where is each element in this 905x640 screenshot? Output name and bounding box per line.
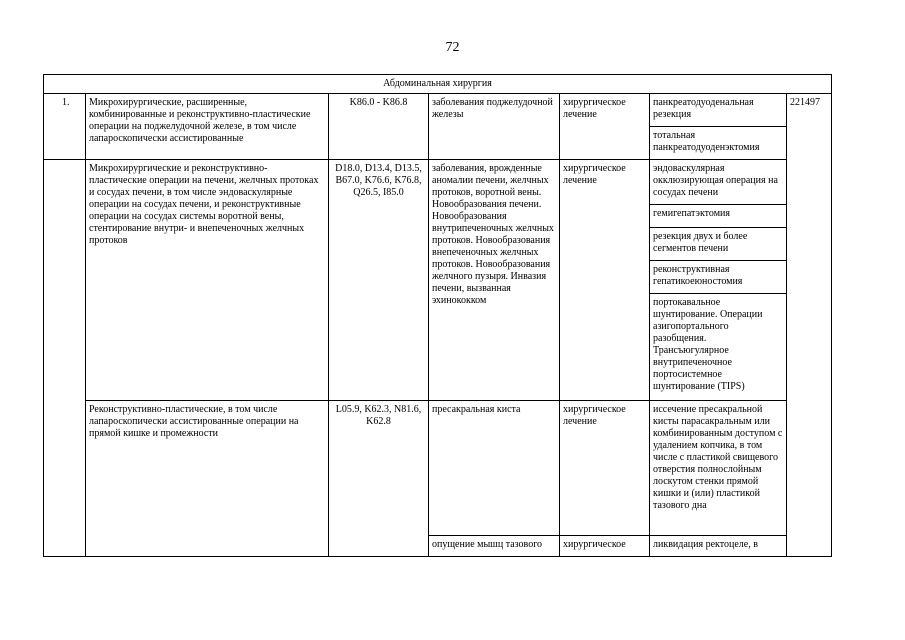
treatment-method: эндоваскулярная окклюзирующая операция на сосудах печени [650, 160, 787, 205]
treatment-method: иссечение пресакральной кисты парасакральным или комбинированным доступом с удалением копчика, в том числе с пластикой свищевого отверстия полнослойным лоскутом стенки прямой кишки и (или) пластикой тазового дна [650, 401, 787, 536]
disease-model: заболевания поджелудочной железы [429, 94, 560, 160]
treatment-type: хирургическое лечение [560, 94, 650, 160]
treatment-method: гемигепатэктомия [650, 205, 787, 228]
icd-codes: D18.0, D13.4, D13.5, B67.0, K76.6, K76.8, Q26.5, I85.0 [329, 160, 429, 401]
care-type-name: Микрохирургические, расширенные, комбинированные и реконструктивно-пластические операции на поджелудочной железе, в том числе лапароскопически ассистированные [86, 94, 329, 160]
treatment-method: тотальная панкреатодуоденэктомия [650, 127, 787, 160]
treatment-method: резекция двух и более сегментов печени [650, 228, 787, 261]
treatment-type: хирургическое лечение [560, 160, 650, 401]
cost-value: 221497 [787, 94, 832, 557]
treatment-method: ликвидация ректоцеле, в [650, 536, 787, 557]
table-row [44, 401, 832, 536]
table-row [44, 94, 832, 127]
medical-care-table [43, 74, 832, 557]
disease-model: пресакральная киста [429, 401, 560, 536]
section-row [44, 75, 832, 94]
icd-codes: L05.9, K62.3, N81.6, K62.8 [329, 401, 429, 557]
treatment-method: реконструктивная гепатикоеюностомия [650, 261, 787, 294]
page-number: 72 [445, 40, 460, 55]
care-type-name: Микрохирургические и реконструктивно-пластические операции на печени, желчных протоках и сосудах печени, в том числе эндоваскулярные операции на сосудах печени, и реконструктивные операции на сосудах системы воротной вены, стентирование внутри- и внепеченочных желчных протоков [86, 160, 329, 401]
treatment-type: хирургическое лечение [560, 401, 650, 536]
row-number: 1. [44, 94, 86, 160]
treatment-method: панкреатодуоденальная резекция [650, 94, 787, 127]
section-title: Абдоминальная хирургия [44, 75, 832, 94]
table-row [44, 160, 832, 205]
disease-model: заболевания, врожденные аномалии печени, желчных протоков, воротной вены. Новообразования печени. Новообразования внутрипеченочных желчных протоков. Новообразования внепеченочных желчных протоков. Новообразования желчного пузыря. Инвазия печени, вызванная эхинококком [429, 160, 560, 401]
treatment-type: хирургическое [560, 536, 650, 557]
disease-model: опущение мышц тазового [429, 536, 560, 557]
care-type-name: Реконструктивно-пластические, в том числе лапароскопически ассистированные операции на прямой кишке и промежности [86, 401, 329, 557]
row-number [44, 160, 86, 557]
treatment-method: портокавальное шунтирование. Операции азигопортального разобщения. Трансъюгулярное внутрипеченочное портосистемное шунтирование (TIPS) [650, 294, 787, 401]
icd-codes: K86.0 - K86.8 [329, 94, 429, 160]
